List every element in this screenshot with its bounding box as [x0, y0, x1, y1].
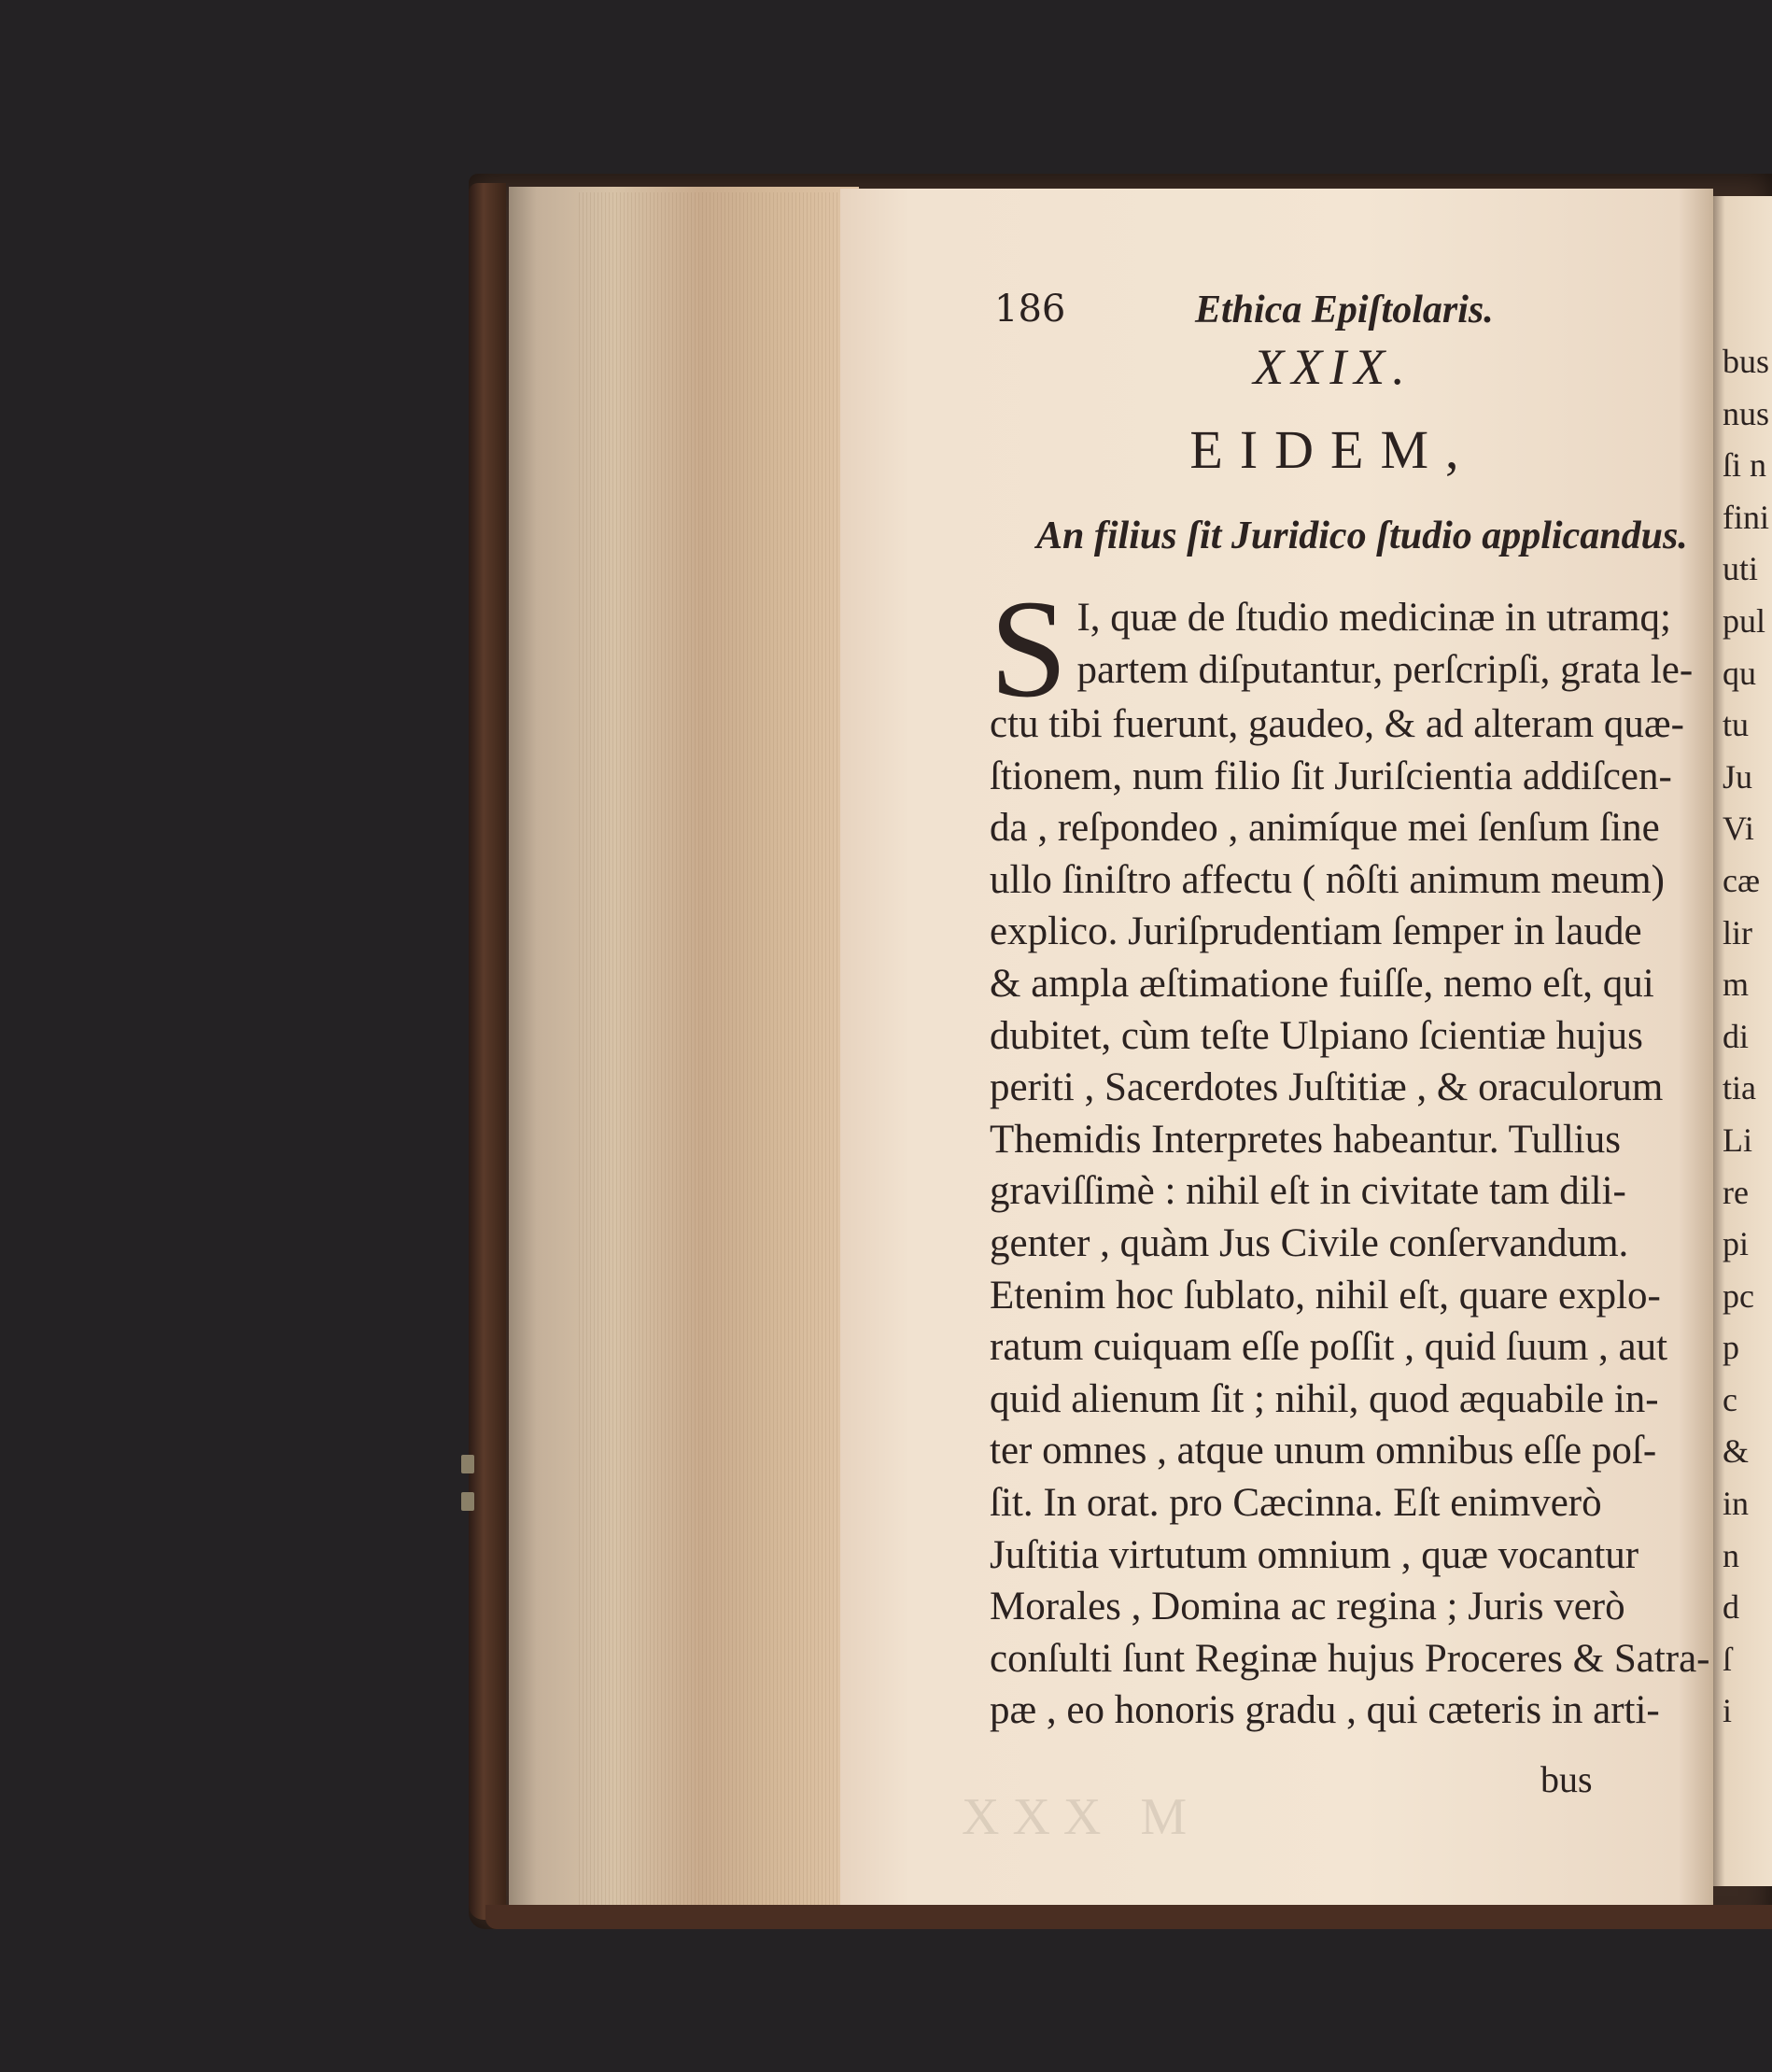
body-line: ſit. In orat. pro Cæcinna. Eſt enimverò — [990, 1480, 1602, 1525]
letter-body — [990, 571, 1713, 1737]
right-page-line-fragment: tu — [1723, 706, 1750, 744]
drop-cap: S — [990, 571, 1068, 726]
body-line: Themidis Interpretes habeantur. Tullius — [990, 1117, 1621, 1162]
page-number: 186 — [994, 288, 1066, 331]
right-page-line-fragment: di — [1723, 1017, 1750, 1055]
body-line: quid alienum ſit ; nihil, quod æquabile in- — [990, 1376, 1659, 1421]
body-line: partem diſputantur, perſcripſi, grata le- — [1076, 647, 1694, 692]
body-line: genter , quàm Jus Civile conſervandum. — [990, 1220, 1629, 1265]
body-line: ullo ſiniſtro affectu ( nôſti animum meum) — [990, 857, 1665, 902]
body-line: periti , Sacerdotes Juſtitiæ , & oraculorum — [990, 1065, 1664, 1110]
body-line: Juſtitia virtutum omnium , quæ vocantur — [990, 1532, 1639, 1577]
right-page-line-fragment: in — [1723, 1485, 1750, 1523]
right-page-line-fragment: nus — [1723, 394, 1770, 432]
right-page-line-fragment: bus — [1723, 343, 1770, 380]
body-line: Morales , Domina ac regina ; Juris verò — [990, 1585, 1625, 1629]
right-page-line-fragment: qu — [1723, 654, 1756, 692]
book-spine-edge — [469, 183, 506, 1920]
right-page-line-fragment: & — [1723, 1432, 1750, 1471]
body-line: graviſſimè : nihil eſt in civitate tam dili- — [990, 1169, 1626, 1214]
running-title: Ethica Epiſtolaris. — [1195, 289, 1494, 331]
body-line: & ampla æſtimatione fuiſſe, nemo eſt, qui — [990, 961, 1654, 1006]
body-line: ſtionem, num filio ſit Juriſcientia addiſcen- — [990, 754, 1672, 798]
right-page-fragment — [1713, 196, 1772, 1886]
right-page-line-fragment: p — [1723, 1329, 1739, 1367]
body-line: Etenim hoc ſublato, nihil eſt, quare explo- — [990, 1273, 1661, 1318]
right-page-line-fragment: ſ — [1723, 1640, 1733, 1678]
right-page-line-fragment: tia — [1723, 1069, 1756, 1107]
right-page-line-fragment: Ju — [1723, 757, 1753, 796]
page-header — [994, 288, 1592, 344]
right-page-line-fragment: Li — [1723, 1121, 1752, 1159]
right-page-line-fragment: n — [1723, 1536, 1739, 1574]
right-page-line-fragment: cæ — [1723, 861, 1760, 899]
left-page — [840, 189, 1713, 1911]
body-line: da , reſpondeo , animíque mei ſenſum ſine — [990, 806, 1660, 851]
page-edge-texture — [579, 192, 859, 1909]
body-line: explico. Juriſprudentiam ſemper in laude — [990, 909, 1642, 954]
right-page-lines — [1723, 336, 1769, 1738]
right-page-line-fragment: pi — [1723, 1225, 1750, 1263]
right-page-line-fragment: d — [1723, 1588, 1739, 1627]
body-line: ratum cuiquam eſſe poſſit , quid ſuum , aut — [990, 1325, 1668, 1370]
body-line: dubitet, cùm teſte Ulpiano ſcientiæ hujus — [990, 1013, 1643, 1058]
right-page-line-fragment: uti — [1723, 550, 1759, 588]
catchword: bus — [1540, 1758, 1593, 1800]
right-page-line-fragment: fini — [1723, 498, 1769, 536]
right-page-line-fragment: pul — [1723, 601, 1766, 640]
bleed-through-text: XXX M — [962, 1788, 1201, 1846]
letter-subject: An filius ſit Juridico ſtudio applicandus. — [1036, 514, 1688, 557]
body-line: pæ , eo honoris gradu , qui cæteris in arti- — [990, 1688, 1660, 1733]
right-page-line-fragment: Vi — [1723, 810, 1754, 848]
right-page-line-fragment: pc — [1723, 1276, 1754, 1315]
binding-clasp — [461, 1492, 474, 1511]
body-line: conſulti ſunt Reginæ hujus Proceres & Satra- — [990, 1636, 1710, 1681]
right-page-line-fragment: lir — [1723, 913, 1752, 951]
body-line: ctu tibi fuerunt, gaudeo, & ad alteram quæ- — [990, 702, 1684, 746]
right-page-line-fragment: c — [1723, 1380, 1737, 1418]
right-page-line-fragment: m — [1723, 966, 1750, 1004]
letter-addressee: EIDEM, — [1189, 419, 1476, 480]
book-bottom-cover — [485, 1905, 1772, 1929]
letter-numeral: XXIX. — [1253, 339, 1413, 395]
body-line: I, quæ de ſtudio medicinæ in utramq; — [1076, 596, 1671, 640]
right-page-line-fragment: ſi n — [1723, 446, 1767, 485]
body-line: ter omnes , atque unum omnibus eſſe poſ- — [990, 1429, 1657, 1473]
right-page-line-fragment: re — [1723, 1173, 1749, 1211]
right-page-line-fragment: i — [1723, 1692, 1733, 1730]
binding-clasp — [461, 1455, 474, 1473]
